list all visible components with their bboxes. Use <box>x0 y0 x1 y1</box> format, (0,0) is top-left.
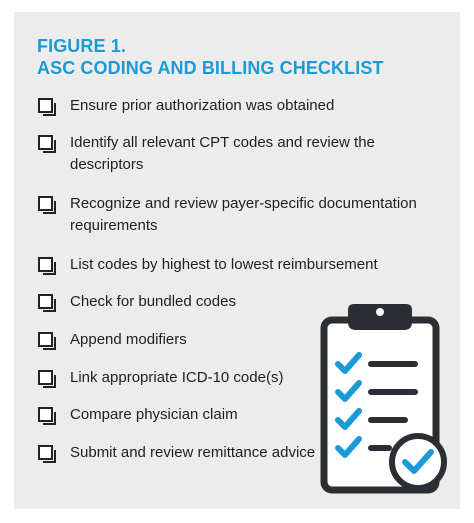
checklist-item-text: List codes by highest to lowest reimbursement <box>70 256 378 273</box>
checklist-item-text: Identify all relevant CPT codes and review the descriptors <box>70 134 375 173</box>
checklist-item-text: Submit and review remittance advice <box>70 444 316 461</box>
clipboard-checklist-icon <box>310 302 450 497</box>
checklist-panel <box>14 12 460 509</box>
checkbox-icon <box>38 332 53 347</box>
figure-label: FIGURE 1. <box>37 36 126 56</box>
checklist-item-text: Append modifiers <box>70 331 187 348</box>
checkbox-icon <box>38 294 53 309</box>
checkbox-icon <box>38 257 53 272</box>
checkbox-icon <box>38 135 53 150</box>
checkbox-icon <box>38 370 53 385</box>
checklist-item-text: Check for bundled codes <box>70 293 236 310</box>
checkbox-icon <box>38 98 53 113</box>
checklist-item-text: Link appropriate ICD-10 code(s) <box>70 369 284 386</box>
checklist-item-text: Recognize and review payer-specific documentation requirements <box>70 195 417 234</box>
checkbox-icon <box>38 445 53 460</box>
figure-title: ASC CODING AND BILLING CHECKLIST <box>37 58 384 78</box>
checkbox-icon <box>38 407 53 422</box>
checkbox-icon <box>38 196 53 211</box>
checklist-item-3 <box>14 194 460 238</box>
checklist-item-text: Ensure prior authorization was obtained <box>70 97 335 114</box>
checklist-item-2 <box>14 133 460 177</box>
checklist-item-text: Compare physician claim <box>70 406 238 423</box>
